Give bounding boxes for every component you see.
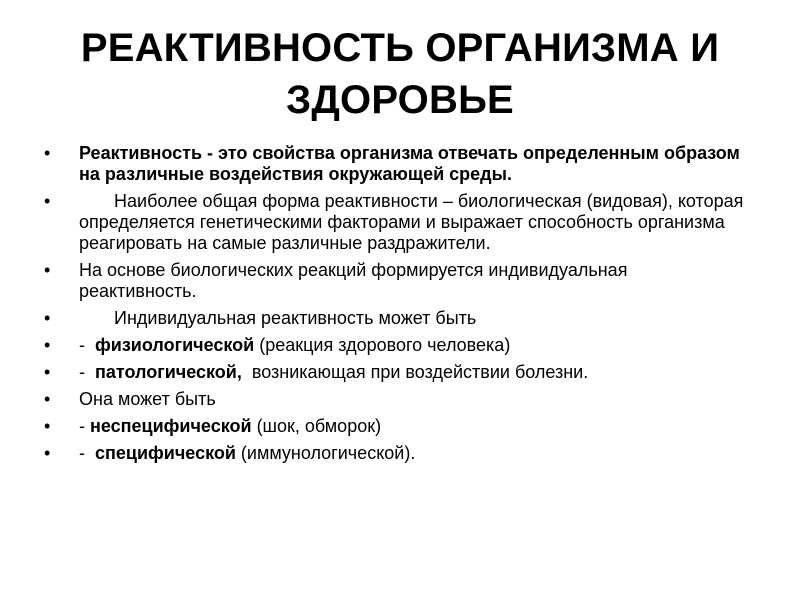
bullet-term: неспецифической xyxy=(90,416,252,436)
bullet-prefix: - xyxy=(79,443,95,463)
bullet-icon: • xyxy=(44,191,51,211)
bullet-prefix: - xyxy=(79,362,95,382)
bullet-text: Наиболее общая форма реактивности – биологическая (видовая), которая определяется генетическими факторами и выражает способность организма реагировать на самые различные раздражители. xyxy=(79,191,749,253)
bullet-specific xyxy=(44,443,744,464)
bullet-text: Она может быть xyxy=(79,389,216,409)
bullet-icon: • xyxy=(44,143,51,163)
bullet-prefix: - xyxy=(79,416,90,436)
slide-title-line-1: РЕАКТИВНОСТЬ ОРГАНИЗМА И xyxy=(80,26,720,70)
bullet-description: возникающая при воздействии болезни. xyxy=(241,362,589,382)
bullet-icon: • xyxy=(44,416,51,436)
bullet-text: На основе биологических реакций формируется индивидуальная реактивность. xyxy=(79,260,633,301)
bullet-description: (реакция здорового человека) xyxy=(254,335,511,355)
bullet-description: (шок, обморок) xyxy=(251,416,382,436)
bullet-definition xyxy=(44,143,744,185)
bullet-pathological xyxy=(44,362,744,383)
bullet-term: физиологической xyxy=(95,335,255,355)
slide-title-line-2: ЗДОРОВЬЕ xyxy=(286,78,514,122)
bullet-list xyxy=(44,143,749,470)
bullet-individual-basis xyxy=(44,260,744,302)
bullet-icon: • xyxy=(44,335,51,355)
bullet-text: Индивидуальная реактивность может быть xyxy=(79,308,477,328)
bullet-icon: • xyxy=(44,389,51,409)
bullet-physiological xyxy=(44,335,744,356)
bullet-text: Реактивность - это свойства организма отвечать определенным образом на различные воздействия окружающей среды. xyxy=(79,143,745,184)
bullet-icon: • xyxy=(44,362,51,382)
slide-title xyxy=(20,22,780,126)
bullet-individual-types xyxy=(44,308,744,329)
bullet-icon: • xyxy=(44,260,51,280)
bullet-can-be xyxy=(44,389,744,410)
bullet-icon: • xyxy=(44,443,51,463)
bullet-term: специфической xyxy=(95,443,236,463)
bullet-icon: • xyxy=(44,308,51,328)
bullet-nonspecific xyxy=(44,416,744,437)
bullet-prefix: - xyxy=(79,335,95,355)
bullet-description: (иммунологической). xyxy=(235,443,416,463)
bullet-biological-form xyxy=(44,191,749,254)
bullet-term: патологической, xyxy=(95,362,242,382)
